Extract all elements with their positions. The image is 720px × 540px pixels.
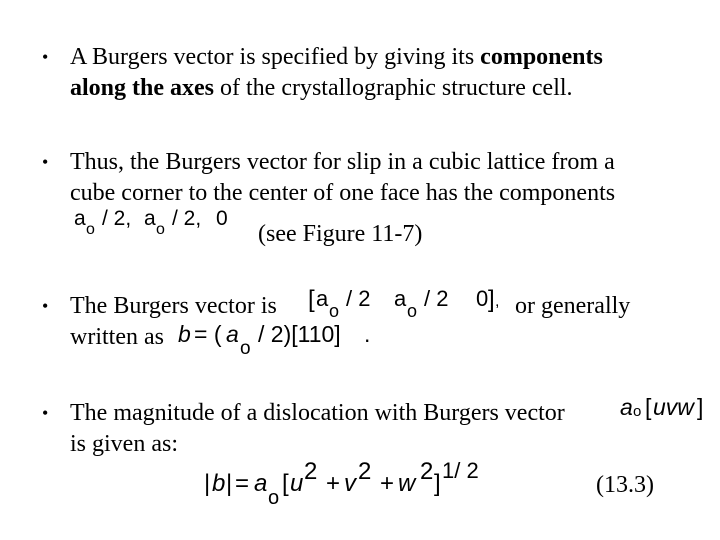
bullet-3-or-generally: or generally xyxy=(515,293,631,319)
bullet-marker: • xyxy=(42,403,49,423)
bullet-1-line-2: along the axes of the crystallographic structure cell. xyxy=(70,75,573,101)
bullet-3-line-2: written as xyxy=(70,324,164,350)
bullet-marker: • xyxy=(42,47,49,67)
equation-number: (13.3) xyxy=(596,472,654,498)
bullet-4-line-2: is given as: xyxy=(70,431,178,457)
bullet-marker: • xyxy=(42,296,49,316)
bullet-marker: • xyxy=(42,152,49,172)
bullet-1-line-1: A Burgers vector is specified by giving its components xyxy=(70,44,603,70)
bullet-3-line-1: The Burgers vector is xyxy=(70,293,277,319)
bullet-2-line-2: cube corner to the center of one face has the components xyxy=(70,180,616,206)
bullet-4-line-1: The magnitude of a dislocation with Burgers vector xyxy=(70,400,565,426)
figure-reference: (see Figure 11-7) xyxy=(258,221,423,247)
bullet-2-line-1: Thus, the Burgers vector for slip in a cubic lattice from a xyxy=(70,149,615,175)
